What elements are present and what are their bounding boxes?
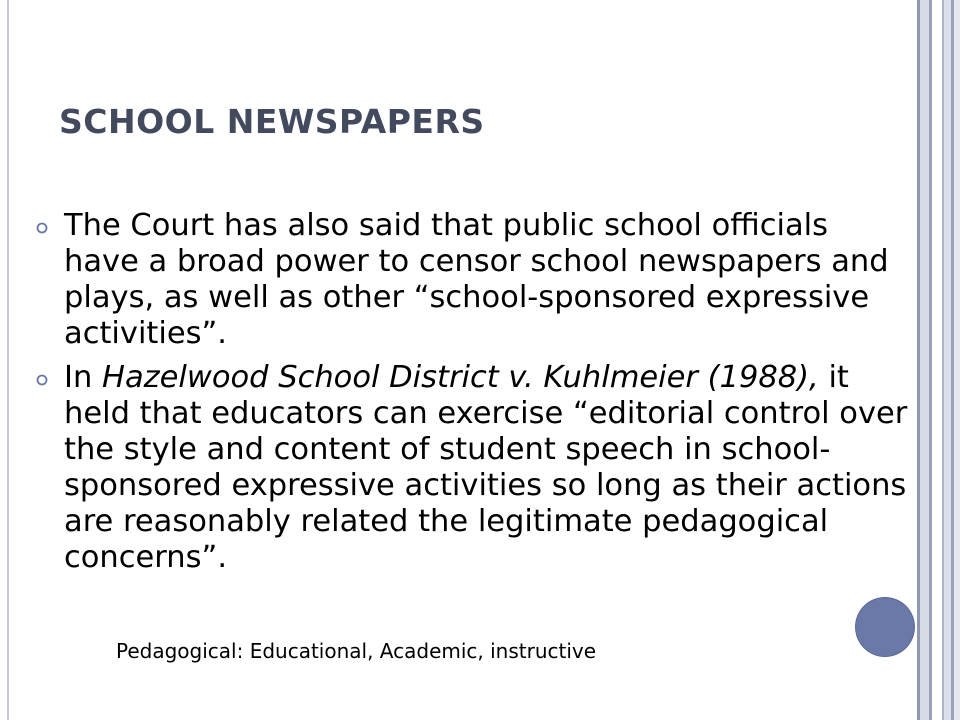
bullet-list	[34, 208, 912, 584]
bullet-text: The Court has also said that public school officials have a broad power to censor school newspapers and plays, as well as other “school-sponsored expressive activities”.	[64, 208, 889, 351]
right-stripe	[944, 0, 951, 720]
left-border-line	[7, 0, 9, 720]
right-stripe	[954, 0, 960, 720]
hollow-circle-bullet-icon	[36, 222, 48, 234]
bullet-item	[34, 360, 912, 576]
hollow-circle-bullet-icon	[36, 374, 48, 386]
case-name: Hazelwood School District v. Kuhlmeier (1988),	[102, 360, 819, 395]
bullet-rest-text: it held that educators can exercise “editorial control over the style and content of student speech in school-sponsored expressive activities so long as their actions are reasonably related the legitimate pedagogical concerns”.	[64, 360, 908, 575]
bullet-text	[64, 360, 907, 575]
bullet-item	[34, 208, 912, 352]
footnote-definition: Pedagogical: Educational, Academic, instructive	[116, 639, 597, 663]
right-stripe	[920, 0, 929, 720]
bullet-lead-text: In	[64, 360, 103, 395]
right-stripe	[932, 0, 942, 720]
accent-circle-decoration	[856, 598, 914, 656]
slide-title: SCHOOL NEWSPAPERS	[59, 102, 485, 141]
